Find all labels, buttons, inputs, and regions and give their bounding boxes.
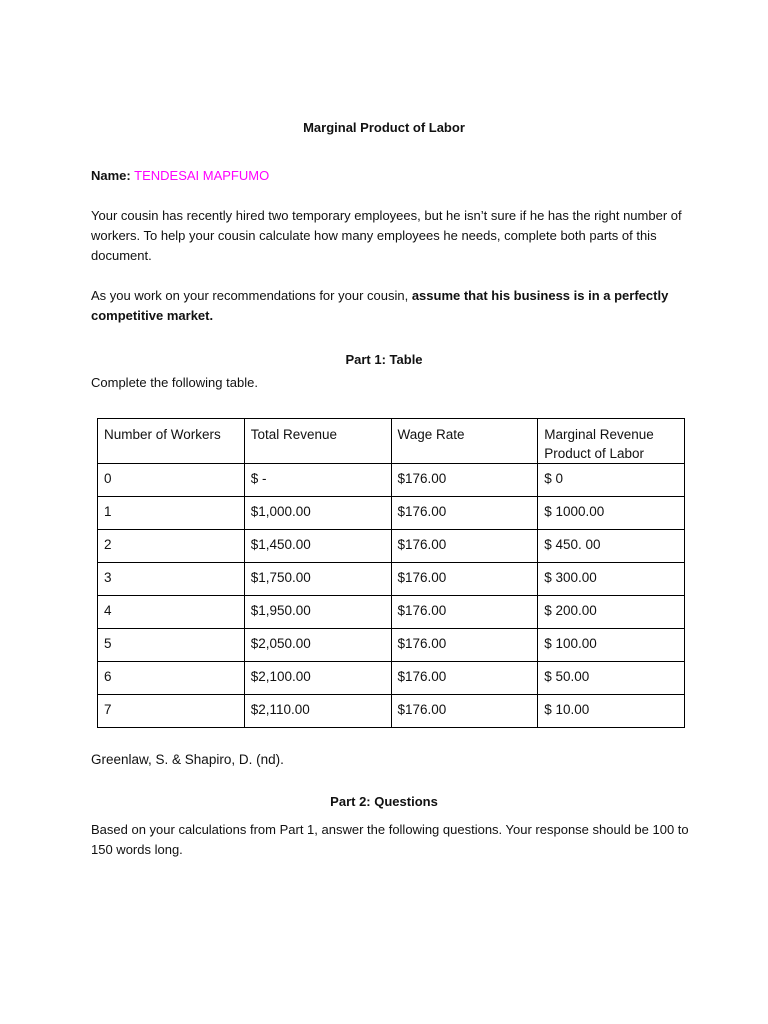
header-wage-rate: Wage Rate [391,419,538,464]
cell-wage-rate: $176.00 [391,497,538,530]
cell-workers: 0 [98,464,245,497]
cell-total-revenue: $1,000.00 [244,497,391,530]
table-row [98,464,685,497]
assumption-prefix: As you work on your recommendations for your cousin, [91,288,412,303]
cell-mrp: $ 10.00 [538,695,685,728]
table-row [98,662,685,695]
cell-workers: 3 [98,563,245,596]
part2-heading: Part 2: Questions [330,794,438,809]
table-row [98,497,685,530]
table-row [98,695,685,728]
cell-mrp: $ 0 [538,464,685,497]
table-row [98,596,685,629]
header-mrp: Marginal Revenue Product of Labor [538,419,685,464]
table-row [98,563,685,596]
cell-workers: 1 [98,497,245,530]
cell-total-revenue: $1,950.00 [244,596,391,629]
cell-mrp: $ 1000.00 [538,497,685,530]
cell-wage-rate: $176.00 [391,596,538,629]
cell-workers: 5 [98,629,245,662]
name-line [91,168,269,183]
cell-mrp: $ 50.00 [538,662,685,695]
cell-total-revenue: $1,450.00 [244,530,391,563]
cell-mrp: $ 100.00 [538,629,685,662]
intro-paragraph: Your cousin has recently hired two temporary employees, but he isn’t sure if he has the right number of workers. To help your cousin calculate how many employees he needs, complete both parts of this document. [91,208,682,263]
part1-instruction: Complete the following table. [91,375,258,390]
header-total-revenue: Total Revenue [244,419,391,464]
cell-total-revenue: $2,050.00 [244,629,391,662]
part1-heading: Part 1: Table [345,352,423,367]
cell-mrp: $ 300.00 [538,563,685,596]
cell-wage-rate: $176.00 [391,563,538,596]
citation: Greenlaw, S. & Shapiro, D. (nd). [91,752,284,767]
name-label: Name: [91,168,131,183]
cell-total-revenue: $1,750.00 [244,563,391,596]
cell-mrp: $ 450. 00 [538,530,685,563]
cell-total-revenue: $2,100.00 [244,662,391,695]
cell-workers: 4 [98,596,245,629]
mrp-table [97,418,685,728]
part2-instruction: Based on your calculations from Part 1, answer the following questions. Your response should be 100 to 150 words long. [91,822,689,857]
table-row [98,530,685,563]
cell-workers: 6 [98,662,245,695]
cell-total-revenue: $ - [244,464,391,497]
cell-wage-rate: $176.00 [391,629,538,662]
table-header-row [98,419,685,464]
cell-wage-rate: $176.00 [391,695,538,728]
cell-mrp: $ 200.00 [538,596,685,629]
cell-wage-rate: $176.00 [391,464,538,497]
table-row [98,629,685,662]
assumption-bold: assume that his business is in a perfectly competitive market. [91,288,669,323]
document-title: Marginal Product of Labor [303,120,465,135]
cell-workers: 7 [98,695,245,728]
cell-total-revenue: $2,110.00 [244,695,391,728]
header-workers: Number of Workers [98,419,245,464]
cell-wage-rate: $176.00 [391,530,538,563]
name-value: TENDESAI MAPFUMO [134,168,270,183]
cell-workers: 2 [98,530,245,563]
assumption-paragraph [91,286,691,326]
cell-wage-rate: $176.00 [391,662,538,695]
